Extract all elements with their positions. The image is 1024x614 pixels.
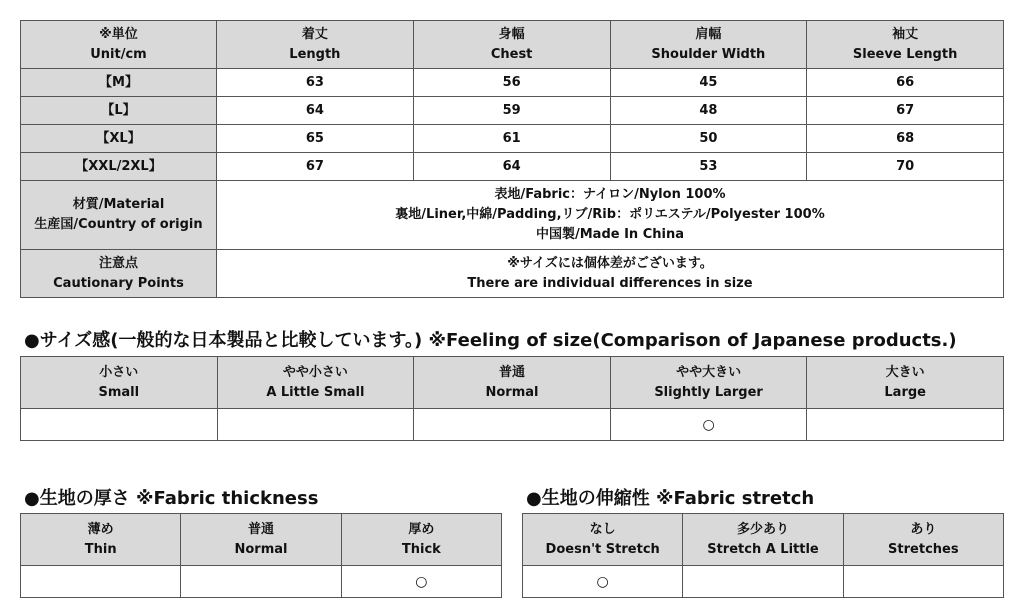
- stretch-mark: ○: [523, 566, 683, 598]
- shoulder-value: 48: [610, 97, 807, 125]
- feeling-header-row: [21, 357, 1004, 409]
- size-header-row: [21, 21, 1004, 69]
- stretch-mark: [843, 566, 1003, 598]
- material-details: [217, 181, 1004, 250]
- caution-row: [21, 250, 1004, 298]
- chest-value: 64: [413, 153, 610, 181]
- feeling-mark: [21, 409, 218, 441]
- origin-line: 中国製/Made In China: [535, 227, 684, 242]
- sleeve-value: 70: [807, 153, 1004, 181]
- feeling-option-a-little-small: やや小さい A Little Small: [217, 357, 414, 409]
- fabric-stretch-table: [522, 513, 1004, 598]
- shoulder-value: 45: [610, 69, 807, 97]
- thickness-mark: [181, 566, 341, 598]
- feeling-of-size-title: ●サイズ感(一般的な日本製品と比較しています。) ※Feeling of size(Comparison of Japanese products.): [24, 330, 957, 351]
- feeling-mark: [414, 409, 611, 441]
- size-label: 【XL】: [21, 125, 217, 153]
- length-value: 67: [217, 153, 414, 181]
- material-row: [21, 181, 1004, 250]
- feeling-mark: [217, 409, 414, 441]
- header-shoulder-width: 肩幅 Shoulder Width: [610, 21, 807, 69]
- shoulder-value: 50: [610, 125, 807, 153]
- fabric-thickness-table: [20, 513, 502, 598]
- feeling-option-small: 小さい Small: [21, 357, 218, 409]
- chest-value: 59: [413, 97, 610, 125]
- length-value: 65: [217, 125, 414, 153]
- stretch-option-none: なし Doesn't Stretch: [523, 514, 683, 566]
- feeling-option-large: 大きい Large: [807, 357, 1004, 409]
- sleeve-value: 66: [807, 69, 1004, 97]
- feeling-of-size-table: [20, 356, 1004, 441]
- feeling-option-slightly-larger: やや大きい Slightly Larger: [610, 357, 807, 409]
- header-length: 着丈 Length: [217, 21, 414, 69]
- sleeve-value: 68: [807, 125, 1004, 153]
- thickness-option-thin: 薄め Thin: [21, 514, 181, 566]
- header-chest: 身幅 Chest: [413, 21, 610, 69]
- size-label: 【XXL/2XL】: [21, 153, 217, 181]
- thickness-option-normal: 普通 Normal: [181, 514, 341, 566]
- chest-value: 61: [413, 125, 610, 153]
- stretch-mark: [683, 566, 843, 598]
- shoulder-value: 53: [610, 153, 807, 181]
- thickness-mark: [21, 566, 181, 598]
- stretch-mark-row: [523, 566, 1004, 598]
- caution-label: 注意点 Cautionary Points: [21, 250, 217, 298]
- feeling-option-normal: 普通 Normal: [414, 357, 611, 409]
- fabric-thickness-title: ●生地の厚さ ※Fabric thickness: [24, 488, 319, 509]
- feeling-mark-row: [21, 409, 1004, 441]
- header-sleeve-length: 袖丈 Sleeve Length: [807, 21, 1004, 69]
- stretch-option-stretches: あり Stretches: [843, 514, 1003, 566]
- liner-line: 裏地/Liner,中綿/Padding,リブ/Rib：ポリエステル/Polyester 100%: [395, 207, 825, 222]
- stretch-option-a-little: 多少あり Stretch A Little: [683, 514, 843, 566]
- sleeve-value: 67: [807, 97, 1004, 125]
- fabric-line: 表地/Fabric：ナイロン/Nylon 100%: [494, 187, 726, 202]
- thickness-mark-row: [21, 566, 502, 598]
- stretch-header-row: [523, 514, 1004, 566]
- table-row: [21, 69, 1004, 97]
- length-value: 63: [217, 69, 414, 97]
- length-value: 64: [217, 97, 414, 125]
- feeling-mark: [807, 409, 1004, 441]
- thickness-mark: ○: [341, 566, 501, 598]
- table-row: [21, 97, 1004, 125]
- size-label: 【L】: [21, 97, 217, 125]
- table-row: [21, 153, 1004, 181]
- size-chart-table: [20, 20, 1004, 298]
- size-label: 【M】: [21, 69, 217, 97]
- caution-details: ※サイズには個体差がございます。 There are individual differences in size: [217, 250, 1004, 298]
- thickness-header-row: [21, 514, 502, 566]
- material-label: 材質/Material 生産国/Country of origin: [21, 181, 217, 250]
- table-row: [21, 125, 1004, 153]
- chest-value: 56: [413, 69, 610, 97]
- thickness-option-thick: 厚め Thick: [341, 514, 501, 566]
- feeling-mark: ○: [610, 409, 807, 441]
- fabric-stretch-title: ●生地の伸縮性 ※Fabric stretch: [526, 488, 815, 509]
- header-unit: ※単位 Unit/cm: [21, 21, 217, 69]
